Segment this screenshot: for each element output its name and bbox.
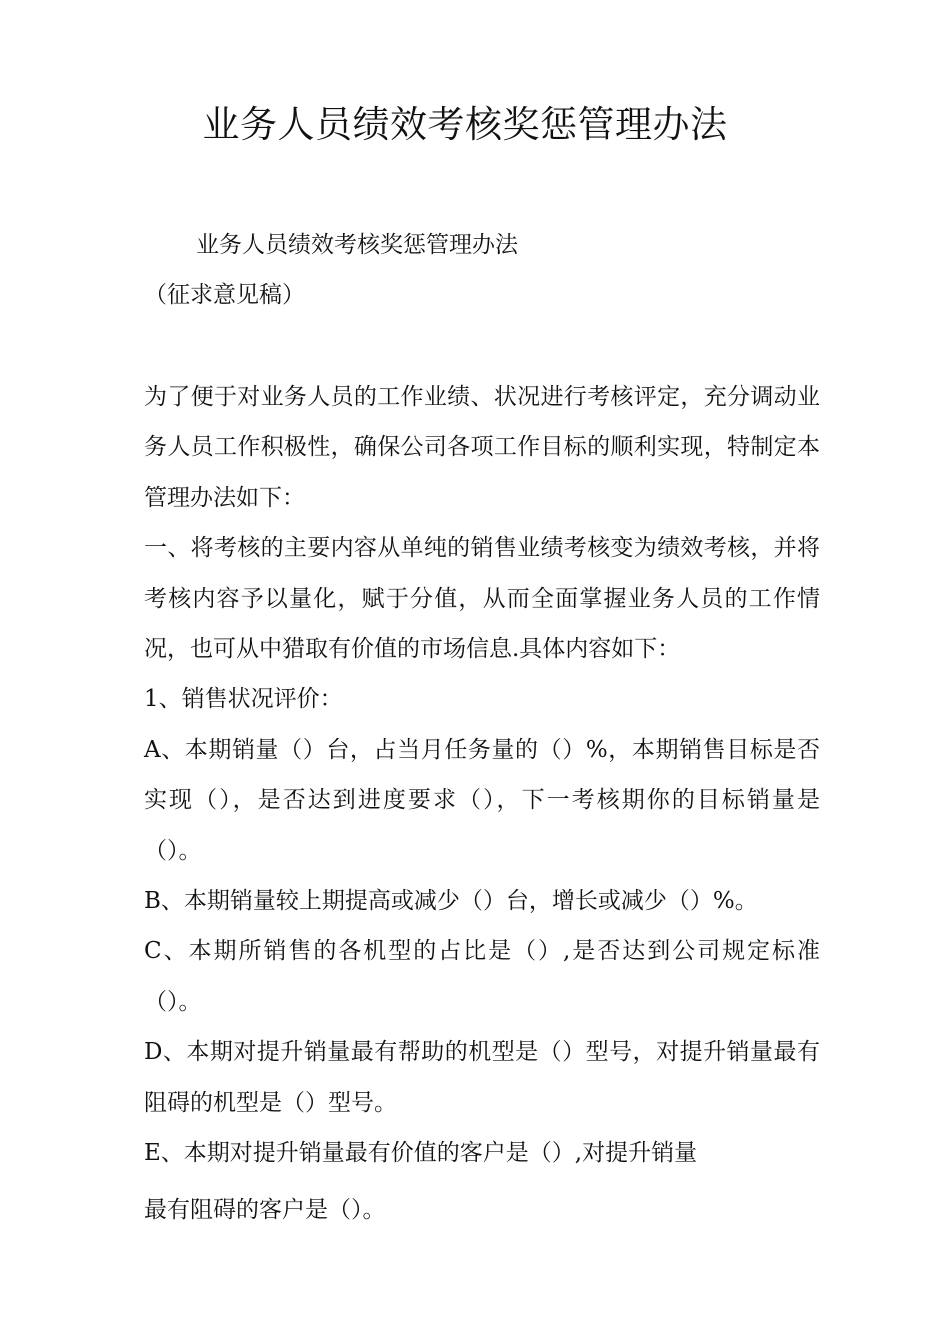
paragraph-item-b: B、本期销量较上期提高或减少（）台，增长或减少（）%。	[144, 888, 758, 915]
paragraph-item-e-continued: 最有阻碍的客户是（）。	[144, 1196, 386, 1223]
paragraph-item-c: C、本期所销售的各机型的占比是（）,是否达到公司规定标准（）。	[144, 938, 820, 1015]
paragraph-sales-evaluation: 1、销售状况评价：	[144, 686, 343, 713]
document-title: 业务人员绩效考核奖惩管理办法	[202, 103, 728, 146]
paragraph-intro: 为了便于对业务人员的工作业绩、状况进行考核评定，充分调动业务人员工作积极性，确保公司各项工作目标的顺利实现，特制定本管理办法如下：	[144, 384, 820, 511]
paragraph-item-a: A、本期销量（）台，占当月任务量的（）%，本期销售目标是否实现（），是否达到进度要求（），下一考核期你的目标销量是（）。	[144, 736, 820, 864]
document-body	[144, 372, 820, 1235]
document-subtitle: 业务人员绩效考核奖惩管理办法	[196, 232, 518, 258]
draft-note: （征求意见稿）	[144, 282, 305, 308]
paragraph-item-e: E、本期对提升销量最有价值的客户是（）,对提升销量	[144, 1140, 698, 1167]
paragraph-item-d: D、本期对提升销量最有帮助的机型是（）型号，对提升销量最有阻碍的机型是（）型号。	[144, 1039, 820, 1116]
paragraph-section-1: 一、将考核的主要内容从单纯的销售业绩考核变为绩效考核，并将考核内容予以量化，赋于分值，从而全面掌握业务人员的工作情况，也可从中猎取有价值的市场信息.具体内容如下：	[144, 535, 820, 663]
